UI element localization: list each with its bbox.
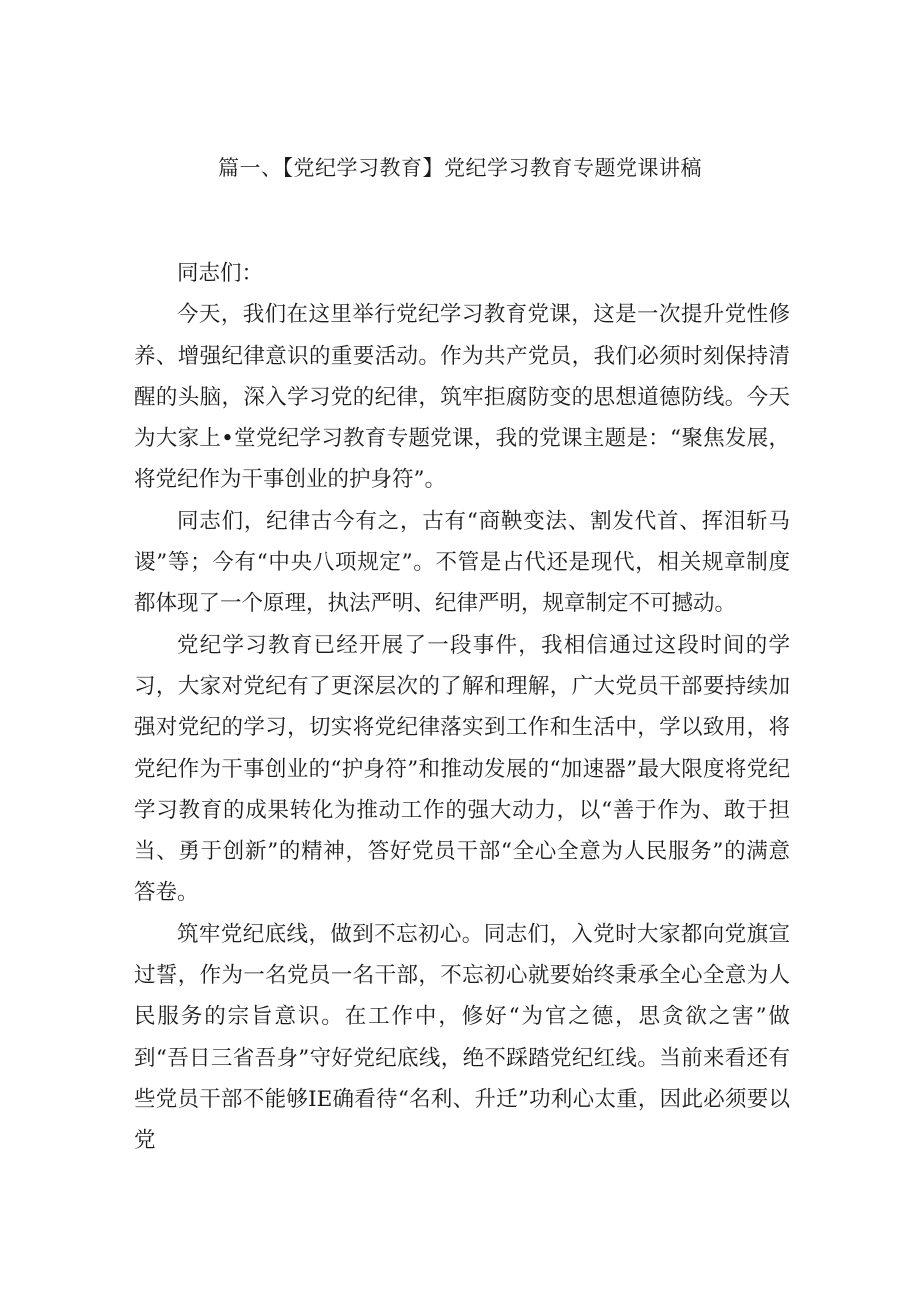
paragraph: 党纪学习教育已经开展了一段事件，我相信通过这段时间的学习，大家对党纪有了更深层次的了解和理解，广大党员干部要持续加强对党纪的学习，切实将党纪律落实到工作和生活中，学以致用，将党纪作为干事创业的“护身符”和推动发展的“加速器”最大限度将党纪学习教育的成果转化为推动工作的强大动力，以“善于作为、敢于担当、勇于创新”的精神，答好党员干部“全心全意为人民服务”的满意答卷。 bbox=[134, 632, 790, 906]
paragraph: 筑牢党纪底线，做到不忘初心。同志们，入党时大家都向党旗宣过誓，作为一名党员一名干部，不忘初心就要始终秉承全心全意为人民服务的宗旨意识。在工作中，修好“为官之德，思贪欲之害”做到“吾日三省吾身”守好党纪底线，绝不踩踏党纪红线。当前来看还有些党员干部不能够IE确看待“名利、升迁”功利心太重，因此必须要以党 bbox=[134, 921, 790, 1154]
document-title: 篇一、【党纪学习教育】党纪学习教育专题党课讲稿 bbox=[218, 156, 702, 180]
paragraph: 同志们，纪律古今有之，古有“商鞅变法、割发代首、挥泪斩马谡”等；今有“中央八项规定”。不管是占代还是现代，相关规章制度都体现了一个原理，执法严明、纪律严明，规章制定不可撼动。 bbox=[134, 508, 790, 617]
salutation: 同志们： bbox=[177, 261, 264, 286]
paragraph: 今天，我们在这里举行党纪学习教育党课，这是一次提升党性修养、增强纪律意识的重要活动。作为共产党员，我们必须时刻保持清醒的头脑，深入学习党的纪律，筑牢拒腐防变的思想道德防线。今天为大家上•堂党纪学习教育专题党课，我的党课主题是：“聚焦发展，将党纪作为干事创业的护身符”。 bbox=[134, 302, 790, 493]
document-body bbox=[134, 253, 790, 1162]
